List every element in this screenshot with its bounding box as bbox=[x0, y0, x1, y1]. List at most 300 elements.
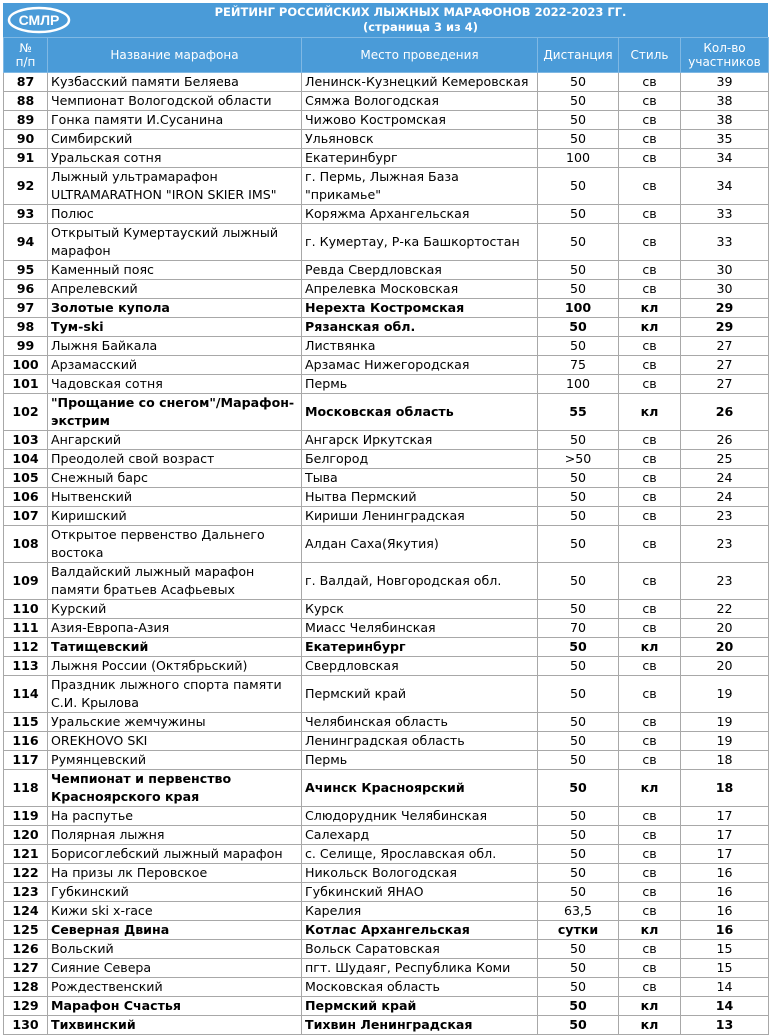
cell-num: 127 bbox=[4, 959, 48, 978]
cell-distance: 70 bbox=[538, 619, 619, 638]
cell-distance: 50 bbox=[538, 318, 619, 337]
cell-num: 98 bbox=[4, 318, 48, 337]
table-row bbox=[4, 507, 769, 526]
cell-style: св bbox=[619, 431, 681, 450]
table-row bbox=[4, 563, 769, 600]
cell-num: 111 bbox=[4, 619, 48, 638]
cell-count: 29 bbox=[681, 318, 769, 337]
cell-num: 88 bbox=[4, 92, 48, 111]
table-row bbox=[4, 450, 769, 469]
cell-style: св bbox=[619, 375, 681, 394]
cell-place: г. Пермь, Лыжная База "прикамье" bbox=[302, 168, 538, 205]
cell-style: кл bbox=[619, 638, 681, 657]
cell-num: 129 bbox=[4, 997, 48, 1016]
cell-name: Уральская сотня bbox=[48, 149, 302, 168]
cell-num: 91 bbox=[4, 149, 48, 168]
cell-distance: сутки bbox=[538, 921, 619, 940]
cell-place: Сямжа Вологодская bbox=[302, 92, 538, 111]
table-row bbox=[4, 92, 769, 111]
cell-count: 29 bbox=[681, 299, 769, 318]
cell-distance: 75 bbox=[538, 356, 619, 375]
cell-place: Листвянка bbox=[302, 337, 538, 356]
cell-name: Полюс bbox=[48, 205, 302, 224]
cell-name: Лыжня Байкала bbox=[48, 337, 302, 356]
cell-count: 19 bbox=[681, 676, 769, 713]
cell-count: 17 bbox=[681, 845, 769, 864]
cell-count: 22 bbox=[681, 600, 769, 619]
cell-name: Кузбасский памяти Беляева bbox=[48, 73, 302, 92]
col-header-num: № п/п bbox=[4, 38, 48, 73]
cell-place: Алдан Саха(Якутия) bbox=[302, 526, 538, 563]
table-row bbox=[4, 318, 769, 337]
cell-name: Полярная лыжня bbox=[48, 826, 302, 845]
cell-style: св bbox=[619, 168, 681, 205]
cell-name: OREKHOVO SKI bbox=[48, 732, 302, 751]
cell-num: 110 bbox=[4, 600, 48, 619]
cell-style: кл bbox=[619, 318, 681, 337]
cell-name: Чадовская сотня bbox=[48, 375, 302, 394]
table-row bbox=[4, 356, 769, 375]
table-row bbox=[4, 845, 769, 864]
cell-distance: 50 bbox=[538, 563, 619, 600]
cell-num: 93 bbox=[4, 205, 48, 224]
table-row bbox=[4, 864, 769, 883]
table-row bbox=[4, 921, 769, 940]
cell-style: св bbox=[619, 450, 681, 469]
cell-distance: 63,5 bbox=[538, 902, 619, 921]
cell-place: Ревда Свердловская bbox=[302, 261, 538, 280]
cell-style: кл bbox=[619, 997, 681, 1016]
cell-distance: 50 bbox=[538, 280, 619, 299]
cell-count: 30 bbox=[681, 261, 769, 280]
table-row bbox=[4, 807, 769, 826]
smlr-logo bbox=[7, 6, 71, 34]
cell-num: 130 bbox=[4, 1016, 48, 1035]
svg-text:СМЛР: СМЛР bbox=[18, 12, 60, 28]
cell-name: Сияние Севера bbox=[48, 959, 302, 978]
cell-name: Киришский bbox=[48, 507, 302, 526]
cell-name: Северная Двина bbox=[48, 921, 302, 940]
table-row bbox=[4, 732, 769, 751]
table-row bbox=[4, 149, 769, 168]
cell-count: 38 bbox=[681, 111, 769, 130]
cell-count: 15 bbox=[681, 940, 769, 959]
cell-count: 16 bbox=[681, 883, 769, 902]
table-row bbox=[4, 73, 769, 92]
col-header-count: Кол-во участников bbox=[681, 38, 769, 73]
cell-distance: 50 bbox=[538, 337, 619, 356]
cell-name: Румянцевский bbox=[48, 751, 302, 770]
cell-num: 104 bbox=[4, 450, 48, 469]
cell-style: св bbox=[619, 826, 681, 845]
cell-place: Ачинск Красноярский bbox=[302, 770, 538, 807]
cell-place: Салехард bbox=[302, 826, 538, 845]
table-row bbox=[4, 902, 769, 921]
cell-place: Слюдорудник Челябинская bbox=[302, 807, 538, 826]
cell-style: св bbox=[619, 807, 681, 826]
cell-style: св bbox=[619, 469, 681, 488]
cell-num: 94 bbox=[4, 224, 48, 261]
cell-distance: 50 bbox=[538, 997, 619, 1016]
cell-style: св bbox=[619, 864, 681, 883]
table-row bbox=[4, 280, 769, 299]
cell-distance: 100 bbox=[538, 375, 619, 394]
cell-place: Миасс Челябинская bbox=[302, 619, 538, 638]
cell-place: Московская область bbox=[302, 394, 538, 431]
cell-place: Белгород bbox=[302, 450, 538, 469]
cell-name: Нытвенский bbox=[48, 488, 302, 507]
cell-count: 24 bbox=[681, 469, 769, 488]
cell-style: кл bbox=[619, 921, 681, 940]
cell-name: Ангарский bbox=[48, 431, 302, 450]
cell-place: Пермский край bbox=[302, 997, 538, 1016]
cell-place: Арзамас Нижегородская bbox=[302, 356, 538, 375]
cell-num: 95 bbox=[4, 261, 48, 280]
cell-distance: 50 bbox=[538, 224, 619, 261]
cell-place: Ангарск Иркутская bbox=[302, 431, 538, 450]
cell-num: 119 bbox=[4, 807, 48, 826]
cell-place: г. Валдай, Новгородская обл. bbox=[302, 563, 538, 600]
table-header-row bbox=[4, 38, 769, 73]
title-line-2: (страница 3 из 4) bbox=[362, 20, 479, 34]
cell-num: 112 bbox=[4, 638, 48, 657]
cell-count: 34 bbox=[681, 149, 769, 168]
cell-place: Губкинский ЯНАО bbox=[302, 883, 538, 902]
cell-style: св bbox=[619, 959, 681, 978]
cell-distance: 50 bbox=[538, 168, 619, 205]
cell-style: св bbox=[619, 657, 681, 676]
cell-count: 16 bbox=[681, 902, 769, 921]
cell-style: св bbox=[619, 563, 681, 600]
table-row bbox=[4, 111, 769, 130]
cell-num: 125 bbox=[4, 921, 48, 940]
cell-distance: >50 bbox=[538, 450, 619, 469]
cell-distance: 50 bbox=[538, 959, 619, 978]
cell-count: 17 bbox=[681, 826, 769, 845]
cell-style: св bbox=[619, 732, 681, 751]
cell-name: Каменный пояс bbox=[48, 261, 302, 280]
table-row bbox=[4, 224, 769, 261]
cell-num: 109 bbox=[4, 563, 48, 600]
cell-name: Симбирский bbox=[48, 130, 302, 149]
page bbox=[3, 3, 768, 1035]
cell-count: 18 bbox=[681, 751, 769, 770]
cell-place: Коряжма Архангельская bbox=[302, 205, 538, 224]
cell-name: Лыжный ультрамарафон ULTRAMARATHON "IRON SKIER IMS" bbox=[48, 168, 302, 205]
cell-style: св bbox=[619, 73, 681, 92]
marathon-rating-table bbox=[3, 37, 769, 1035]
table-row bbox=[4, 997, 769, 1016]
cell-num: 89 bbox=[4, 111, 48, 130]
cell-style: св bbox=[619, 149, 681, 168]
cell-place: Апрелевка Московская bbox=[302, 280, 538, 299]
cell-style: св bbox=[619, 130, 681, 149]
table-row bbox=[4, 751, 769, 770]
table-row bbox=[4, 713, 769, 732]
cell-distance: 50 bbox=[538, 1016, 619, 1035]
cell-count: 25 bbox=[681, 450, 769, 469]
cell-num: 118 bbox=[4, 770, 48, 807]
cell-distance: 50 bbox=[538, 130, 619, 149]
cell-distance: 100 bbox=[538, 299, 619, 318]
cell-name: Апрелевский bbox=[48, 280, 302, 299]
cell-place: Кириши Ленинградская bbox=[302, 507, 538, 526]
cell-distance: 50 bbox=[538, 111, 619, 130]
cell-name: Открытое первенство Дальнего востока bbox=[48, 526, 302, 563]
page-title bbox=[83, 5, 758, 35]
cell-distance: 50 bbox=[538, 431, 619, 450]
cell-distance: 50 bbox=[538, 92, 619, 111]
cell-count: 14 bbox=[681, 997, 769, 1016]
cell-count: 33 bbox=[681, 224, 769, 261]
cell-style: св bbox=[619, 713, 681, 732]
cell-style: св bbox=[619, 526, 681, 563]
table-row bbox=[4, 375, 769, 394]
cell-count: 35 bbox=[681, 130, 769, 149]
col-header-distance: Дистанция bbox=[538, 38, 619, 73]
cell-place: с. Селище, Ярославская обл. bbox=[302, 845, 538, 864]
cell-num: 126 bbox=[4, 940, 48, 959]
cell-num: 107 bbox=[4, 507, 48, 526]
col-header-style: Стиль bbox=[619, 38, 681, 73]
table-row bbox=[4, 657, 769, 676]
table-row bbox=[4, 619, 769, 638]
cell-style: кл bbox=[619, 299, 681, 318]
cell-style: св bbox=[619, 507, 681, 526]
cell-num: 120 bbox=[4, 826, 48, 845]
cell-place: пгт. Шудаяг, Республика Коми bbox=[302, 959, 538, 978]
table-row bbox=[4, 638, 769, 657]
cell-num: 123 bbox=[4, 883, 48, 902]
cell-num: 87 bbox=[4, 73, 48, 92]
cell-count: 17 bbox=[681, 807, 769, 826]
cell-num: 115 bbox=[4, 713, 48, 732]
table-row bbox=[4, 261, 769, 280]
table-row bbox=[4, 978, 769, 997]
cell-name: Марафон Счастья bbox=[48, 997, 302, 1016]
cell-count: 26 bbox=[681, 431, 769, 450]
cell-place: Карелия bbox=[302, 902, 538, 921]
cell-style: кл bbox=[619, 1016, 681, 1035]
cell-count: 23 bbox=[681, 507, 769, 526]
cell-place: Рязанская обл. bbox=[302, 318, 538, 337]
table-row bbox=[4, 488, 769, 507]
cell-distance: 50 bbox=[538, 488, 619, 507]
cell-num: 108 bbox=[4, 526, 48, 563]
cell-count: 23 bbox=[681, 526, 769, 563]
cell-count: 27 bbox=[681, 375, 769, 394]
cell-name: Курский bbox=[48, 600, 302, 619]
cell-name: Кижи ski x-race bbox=[48, 902, 302, 921]
cell-count: 20 bbox=[681, 638, 769, 657]
cell-style: кл bbox=[619, 770, 681, 807]
cell-count: 19 bbox=[681, 713, 769, 732]
cell-distance: 100 bbox=[538, 149, 619, 168]
table-row bbox=[4, 959, 769, 978]
table-row bbox=[4, 883, 769, 902]
cell-count: 38 bbox=[681, 92, 769, 111]
col-header-name: Название марафона bbox=[48, 38, 302, 73]
cell-style: св bbox=[619, 751, 681, 770]
table-row bbox=[4, 431, 769, 450]
cell-place: Котлас Архангельская bbox=[302, 921, 538, 940]
cell-distance: 50 bbox=[538, 940, 619, 959]
cell-count: 18 bbox=[681, 770, 769, 807]
cell-distance: 50 bbox=[538, 657, 619, 676]
cell-count: 20 bbox=[681, 619, 769, 638]
table-row bbox=[4, 469, 769, 488]
cell-place: Пермь bbox=[302, 751, 538, 770]
cell-num: 96 bbox=[4, 280, 48, 299]
cell-place: Тихвин Ленинградская bbox=[302, 1016, 538, 1035]
cell-num: 113 bbox=[4, 657, 48, 676]
table-row bbox=[4, 826, 769, 845]
cell-distance: 50 bbox=[538, 732, 619, 751]
cell-style: св bbox=[619, 224, 681, 261]
cell-place: Пермский край bbox=[302, 676, 538, 713]
cell-name: Азия-Европа-Азия bbox=[48, 619, 302, 638]
cell-count: 39 bbox=[681, 73, 769, 92]
cell-place: Ленинградская область bbox=[302, 732, 538, 751]
cell-num: 102 bbox=[4, 394, 48, 431]
cell-distance: 50 bbox=[538, 261, 619, 280]
cell-style: св bbox=[619, 111, 681, 130]
cell-style: св bbox=[619, 92, 681, 111]
cell-name: Открытый Кумертауский лыжный марафон bbox=[48, 224, 302, 261]
cell-num: 114 bbox=[4, 676, 48, 713]
cell-distance: 50 bbox=[538, 807, 619, 826]
cell-num: 117 bbox=[4, 751, 48, 770]
title-line-1: РЕЙТИНГ РОССИЙСКИХ ЛЫЖНЫХ МАРАФОНОВ 2022-2023 ГГ. bbox=[214, 5, 627, 19]
cell-place: Чижово Костромская bbox=[302, 111, 538, 130]
cell-distance: 50 bbox=[538, 600, 619, 619]
cell-name: Снежный барс bbox=[48, 469, 302, 488]
cell-count: 16 bbox=[681, 864, 769, 883]
cell-distance: 50 bbox=[538, 845, 619, 864]
cell-name: Преодолей свой возраст bbox=[48, 450, 302, 469]
cell-style: св bbox=[619, 261, 681, 280]
cell-distance: 50 bbox=[538, 826, 619, 845]
cell-num: 122 bbox=[4, 864, 48, 883]
cell-num: 90 bbox=[4, 130, 48, 149]
cell-place: Свердловская bbox=[302, 657, 538, 676]
cell-name: Вольский bbox=[48, 940, 302, 959]
cell-name: Золотые купола bbox=[48, 299, 302, 318]
cell-name: Лыжня России (Октябрьский) bbox=[48, 657, 302, 676]
cell-distance: 50 bbox=[538, 751, 619, 770]
cell-style: кл bbox=[619, 394, 681, 431]
cell-place: Вольск Саратовская bbox=[302, 940, 538, 959]
cell-name: Праздник лыжного спорта памяти С.И. Крылова bbox=[48, 676, 302, 713]
cell-num: 105 bbox=[4, 469, 48, 488]
cell-name: Арзамасский bbox=[48, 356, 302, 375]
cell-count: 16 bbox=[681, 921, 769, 940]
cell-style: св bbox=[619, 940, 681, 959]
cell-distance: 50 bbox=[538, 507, 619, 526]
cell-name: Тихвинский bbox=[48, 1016, 302, 1035]
cell-name: Губкинский bbox=[48, 883, 302, 902]
cell-num: 128 bbox=[4, 978, 48, 997]
cell-distance: 55 bbox=[538, 394, 619, 431]
table-row bbox=[4, 205, 769, 224]
cell-distance: 50 bbox=[538, 713, 619, 732]
cell-style: св bbox=[619, 205, 681, 224]
cell-style: св bbox=[619, 978, 681, 997]
cell-count: 30 bbox=[681, 280, 769, 299]
cell-count: 34 bbox=[681, 168, 769, 205]
table-row bbox=[4, 337, 769, 356]
cell-place: Екатеринбург bbox=[302, 638, 538, 657]
cell-num: 100 bbox=[4, 356, 48, 375]
cell-count: 24 bbox=[681, 488, 769, 507]
cell-style: св bbox=[619, 902, 681, 921]
cell-distance: 50 bbox=[538, 978, 619, 997]
cell-name: Гонка памяти И.Сусанина bbox=[48, 111, 302, 130]
cell-distance: 50 bbox=[538, 864, 619, 883]
table-row bbox=[4, 168, 769, 205]
table-row bbox=[4, 394, 769, 431]
cell-style: св bbox=[619, 883, 681, 902]
cell-place: Ленинск-Кузнецкий Кемеровская bbox=[302, 73, 538, 92]
cell-count: 15 bbox=[681, 959, 769, 978]
cell-style: св bbox=[619, 280, 681, 299]
cell-place: Нерехта Костромская bbox=[302, 299, 538, 318]
cell-num: 92 bbox=[4, 168, 48, 205]
cell-count: 27 bbox=[681, 337, 769, 356]
cell-place: Екатеринбург bbox=[302, 149, 538, 168]
cell-num: 106 bbox=[4, 488, 48, 507]
cell-count: 13 bbox=[681, 1016, 769, 1035]
cell-distance: 50 bbox=[538, 676, 619, 713]
cell-num: 116 bbox=[4, 732, 48, 751]
cell-place: г. Кумертау, Р-ка Башкортостан bbox=[302, 224, 538, 261]
cell-num: 99 bbox=[4, 337, 48, 356]
cell-name: Татищевский bbox=[48, 638, 302, 657]
col-header-place: Место проведения bbox=[302, 38, 538, 73]
cell-num: 124 bbox=[4, 902, 48, 921]
cell-style: св bbox=[619, 619, 681, 638]
cell-name: Тум-ski bbox=[48, 318, 302, 337]
cell-num: 97 bbox=[4, 299, 48, 318]
cell-style: св bbox=[619, 845, 681, 864]
cell-place: Ульяновск bbox=[302, 130, 538, 149]
table-row bbox=[4, 676, 769, 713]
cell-count: 23 bbox=[681, 563, 769, 600]
cell-name: Уральские жемчужины bbox=[48, 713, 302, 732]
cell-count: 19 bbox=[681, 732, 769, 751]
table-row bbox=[4, 1016, 769, 1035]
cell-count: 14 bbox=[681, 978, 769, 997]
cell-name: Чемпионат Вологодской области bbox=[48, 92, 302, 111]
table-row bbox=[4, 299, 769, 318]
table-row bbox=[4, 940, 769, 959]
cell-distance: 50 bbox=[538, 883, 619, 902]
cell-count: 27 bbox=[681, 356, 769, 375]
cell-place: Нытва Пермский bbox=[302, 488, 538, 507]
cell-name: Борисоглебский лыжный марафон bbox=[48, 845, 302, 864]
cell-place: Челябинская область bbox=[302, 713, 538, 732]
table-row bbox=[4, 770, 769, 807]
table-row bbox=[4, 526, 769, 563]
cell-distance: 50 bbox=[538, 770, 619, 807]
table-row bbox=[4, 600, 769, 619]
cell-distance: 50 bbox=[538, 205, 619, 224]
cell-place: Пермь bbox=[302, 375, 538, 394]
cell-distance: 50 bbox=[538, 469, 619, 488]
cell-count: 20 bbox=[681, 657, 769, 676]
cell-name: "Прощание со снегом"/Марафон-экстрим bbox=[48, 394, 302, 431]
cell-style: св bbox=[619, 356, 681, 375]
